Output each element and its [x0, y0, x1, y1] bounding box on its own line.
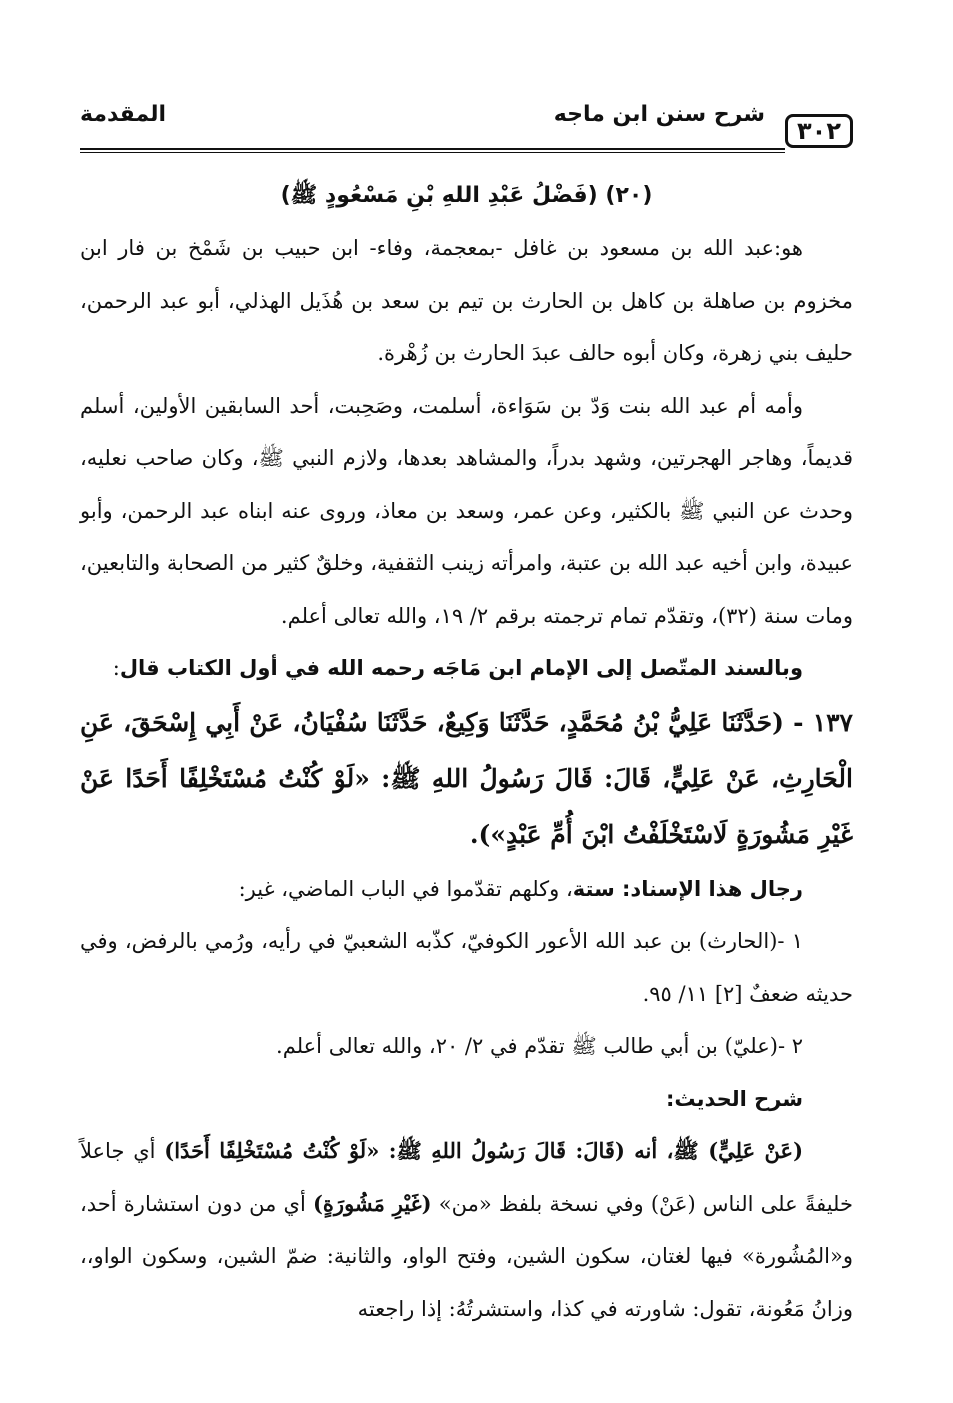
- rijal-count: رجال هذا الإسناد: ستة: [572, 876, 803, 901]
- sharh-text-a: أي جاعلاً خليفةً على الناس (عَنْ) وفي نسخة بلفظ «من»: [80, 1139, 853, 1216]
- rijal-rest: ، وكلهم تقدّموا في الباب الماضي، غير:: [238, 876, 573, 901]
- book-title: شرح سنن ابن ماجه: [553, 102, 765, 127]
- header-divider-thin: [80, 152, 785, 153]
- bio-paragraph-1: هو:عبد الله بن مسعود بن غافل -بمعجمة، وفاء- ابن حبيب بن شَمْخ بن فار ابن مخزوم بن صاهلة بن كاهل بن الحارث بن تيم بن سعد بن هُذَيل الهذلي، أبو عبد الرحمن، حليف بني زهرة، وكان أبوه حالف عبدَ الحارث بن زُهْرة.: [80, 236, 853, 365]
- page-number: ٣٠٢: [785, 114, 853, 148]
- hadith-text: ١٣٧ - (حَدَّثَنَا عَلِيُّ بْنُ مُحَمَّدٍ، حَدَّثَنَا وَكِيعٌ، حَدَّثَنَا سُفْيَانُ، عَنْ أَبِي إِسْحَقَ، عَنِ الْحَارِثِ، عَنْ عَلِيٍّ، قَالَ: قَالَ رَسُولُ اللهِ ﷺ: «لَوْ كُنْتُ مُسْتَخْلِفًا أَحَدًا عَنْ غَيْرِ مَشُورَةٍ لَاسْتَخْلَفْتُ ابْنَ أُمِّ عَبْدٍ»).: [80, 707, 853, 849]
- sanad-intro: [80, 642, 853, 695]
- page-header: [80, 100, 853, 150]
- page-content: [80, 170, 853, 1335]
- sharh-quote-2: (غَيْرِ مَشُورَةٍ): [312, 1190, 432, 1216]
- header-divider: [80, 148, 785, 150]
- sharh-heading: شرح الحديث:: [665, 1086, 803, 1111]
- rijal-intro: [80, 863, 853, 916]
- narrator-2: ٢ -(عليّ) بن أبي طالب ﷺ تقدّم في ٢/ ٢٠، والله تعالى أعلم.: [276, 1034, 803, 1058]
- sharh-heading-line: [80, 1073, 853, 1126]
- chapter-title: (٢٠) (فَضْلُ عَبْدِ اللهِ بْنِ مَسْعُودٍ ﷺ): [280, 183, 653, 208]
- sharh-text-b: أي من دون استشارة أحد، و«المُشُورة» فيها لغتان، سكون الشين، وفتح الواو، والثانية: ضمّ الشين، وسكون الواو،، وزانُ مَعُونة، تقول: شاورته في كذا، واستشرتُهُ: إذا راجعته: [80, 1191, 853, 1321]
- sharh-paragraph: [80, 1125, 853, 1335]
- sanad-intro-tail: :: [112, 656, 120, 680]
- sanad-intro-bold: وبالسند المتّصل إلى الإمام ابن مَاجَه رحمه الله في أول الكتاب قال: [119, 656, 803, 680]
- bio-paragraph-2: وأمه أم عبد الله بنت وَدّ بن سَوَاءة، أسلمت، وصَحِبت، أحد السابقين الأولين، أسلم قديماً، وهاجر الهجرتين، وشهد بدراً، والمشاهد بعدها، ولازم النبي ﷺ، وكان صاحب نعليه، وحدث عن النبي ﷺ بالكثير، وعن عمر، وسعد بن معاذ، وروى عنه ابناه عبد الرحمن، وأبو عبيدة، وابن أخيه عبد الله بن عتبة، وامرأته زينب الثقفية، وخلقٌ كثير من الصحابة والتابعين، ومات سنة (٣٢)، وتقدّم تمام ترجمته برقم ٢/ ١٩، والله تعالى أعلم.: [80, 393, 854, 628]
- section-name: المقدمة: [80, 102, 167, 127]
- sharh-quote-1: (عَنْ عَلِيٍّ) ﷺ، أنه (قَالَ: قَالَ رَسُولُ اللهِ ﷺ: «لَوْ كُنْتُ مُسْتَخْلِفًا أَحَدًا): [164, 1138, 804, 1163]
- narrator-1: ١ -(الحارث) بن عبد الله الأعور الكوفيّ، كذّبه الشعبيّ في رأيه، ورُمي بالرفض، وفي حديثه ضعفٌ [٢] ١١/ ٩٥.: [80, 929, 853, 1006]
